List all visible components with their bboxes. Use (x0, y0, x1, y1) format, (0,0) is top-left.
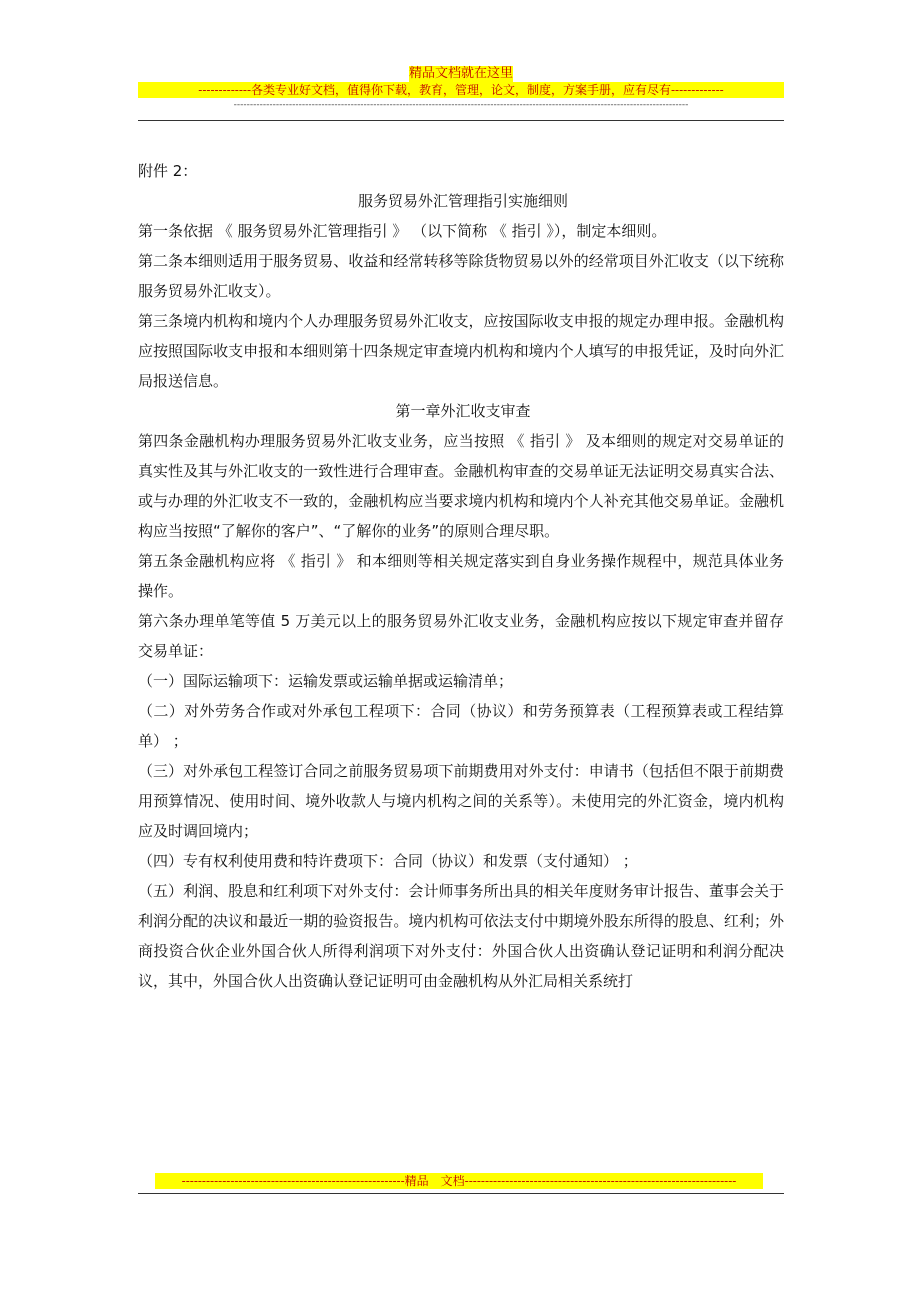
list-item: （一）国际运输项下：运输发票或运输单据或运输清单； (138, 672, 514, 690)
page-header (138, 62, 784, 111)
header-dash-line: -------------------------------------------------------------------------------------------------------------------------------------------- (233, 100, 689, 110)
article-paragraph: 第三条境内机构和境内个人办理服务贸易外汇收支，应按国际收支申报的规定办理申报。金融机构应按照国际收支申报和本细则第十四条规定审查境内机构和境内个人填写的申报凭证，及时向外汇局报送信息。 (138, 312, 784, 390)
footer-divider (138, 1193, 784, 1194)
list-item: （四）专有权利使用费和特许费项下：合同（协议）和发票（支付通知） ； (138, 852, 638, 870)
article-paragraph: 第一条依据 《 服务贸易外汇管理指引 》 （以下简称 《 指引 》），制定本细则。 (138, 222, 667, 240)
list-item: （三）对外承包工程签订合同之前服务贸易项下前期费用对外支付：申请书（包括但不限于前期费用预算情况、使用时间、境外收款人与境内机构之间的关系等）。未使用完的外汇资金，境内机构应及时调回境内； (138, 762, 784, 840)
page-footer (155, 1173, 763, 1189)
header-title: 精品文档就在这里 (408, 66, 513, 81)
article-paragraph: 第五条金融机构应将 《 指引 》 和本细则等相关规定落实到自身业务操作规程中，规范具体业务操作。 (138, 552, 784, 600)
document-title: 服务贸易外汇管理指引实施细则 (357, 192, 568, 210)
footer-text: -------------------------------------------------------精品 文档------------------------------------------------------------------- (155, 1173, 763, 1189)
list-item: （二）对外劳务合作或对外承包工程项下：合同（协议）和劳务预算表（工程预算表或工程结算单） ； (138, 702, 784, 750)
header-divider (138, 120, 784, 121)
attachment-label: 附件 2： (138, 162, 198, 180)
article-paragraph: 第四条金融机构办理服务贸易外汇收支业务，应当按照 《 指引 》 及本细则的规定对交易单证的真实性及其与外汇收支的一致性进行合理审查。金融机构审查的交易单证无法证明交易真实合法、或与办理的外汇收支不一致的，金融机构应当要求境内机构和境内个人补充其他交易单证。金融机构应当按照“了解你的客户”、“了解你的业务”的原则合理尽职。 (138, 432, 784, 540)
chapter-title: 第一章外汇收支审查 (395, 402, 531, 420)
list-item: （五）利润、股息和红利项下对外支付：会计师事务所出具的相关年度财务审计报告、董事会关于利润分配的决议和最近一期的验资报告。境内机构可依法支付中期境外股东所得的股息、红利；外商投资合伙企业外国合伙人所得利润项下对外支付：外国合伙人出资确认登记证明和利润分配决议，其中，外国合伙人出资确认登记证明可由金融机构从外汇局相关系统打 (138, 882, 784, 990)
article-paragraph: 第六条办理单笔等值 5 万美元以上的服务贸易外汇收支业务，金融机构应按以下规定审查并留存交易单证： (138, 612, 784, 660)
document-body (138, 156, 784, 996)
article-paragraph: 第二条本细则适用于服务贸易、收益和经常转移等除货物贸易以外的经常项目外汇收支（以下统称服务贸易外汇收支）。 (138, 252, 784, 300)
header-tagline: -------------各类专业好文档，值得你下载，教育，管理，论文，制度，方案手册，应有尽有------------- (138, 82, 784, 98)
